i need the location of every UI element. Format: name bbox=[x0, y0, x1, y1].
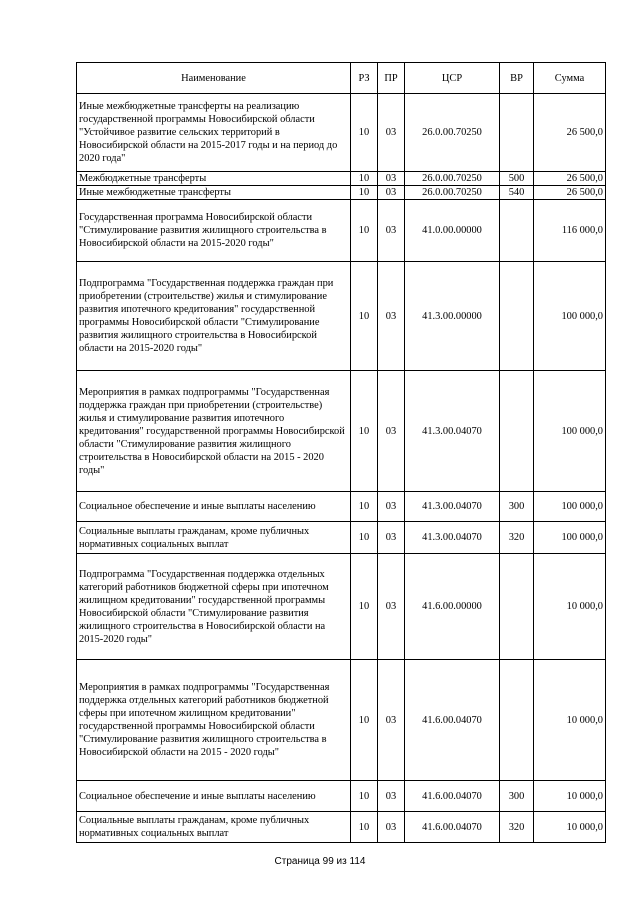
row-rz: 10 bbox=[351, 186, 378, 200]
row-name: Межбюджетные трансферты bbox=[77, 172, 351, 186]
row-csr: 26.0.00.70250 bbox=[405, 94, 500, 172]
row-pr: 03 bbox=[378, 660, 405, 781]
row-csr: 41.6.00.04070 bbox=[405, 781, 500, 812]
table-row bbox=[77, 371, 606, 492]
row-vr bbox=[500, 660, 534, 781]
row-csr: 41.6.00.04070 bbox=[405, 812, 500, 843]
row-sum: 100 000,0 bbox=[534, 262, 606, 371]
row-name: Иные межбюджетные трансферты bbox=[77, 186, 351, 200]
table-header-row bbox=[77, 63, 606, 94]
budget-table bbox=[76, 62, 606, 843]
row-rz: 10 bbox=[351, 94, 378, 172]
row-sum: 26 500,0 bbox=[534, 172, 606, 186]
header-name: Наименование bbox=[77, 63, 351, 94]
row-sum: 100 000,0 bbox=[534, 522, 606, 554]
row-name: Подпрограмма "Государственная поддержка отдельных категорий работников бюджетной сферы при ипотечном жилищном кредитовании" государственной программы Новосибирской области "Стимулирование развития жилищного строительства в Новосибирской области на 2015-2020 годы" bbox=[77, 554, 351, 660]
row-sum: 26 500,0 bbox=[534, 186, 606, 200]
row-sum: 100 000,0 bbox=[534, 371, 606, 492]
row-name: Социальные выплаты гражданам, кроме публичных нормативных социальных выплат bbox=[77, 522, 351, 554]
table-row bbox=[77, 660, 606, 781]
row-pr: 03 bbox=[378, 186, 405, 200]
header-rz: РЗ bbox=[351, 63, 378, 94]
header-pr: ПР bbox=[378, 63, 405, 94]
row-sum: 116 000,0 bbox=[534, 200, 606, 262]
table-row bbox=[77, 200, 606, 262]
row-rz: 10 bbox=[351, 812, 378, 843]
row-csr: 41.3.00.04070 bbox=[405, 371, 500, 492]
row-pr: 03 bbox=[378, 371, 405, 492]
row-pr: 03 bbox=[378, 781, 405, 812]
row-sum: 10 000,0 bbox=[534, 781, 606, 812]
row-pr: 03 bbox=[378, 200, 405, 262]
header-sum: Сумма bbox=[534, 63, 606, 94]
row-name: Мероприятия в рамках подпрограммы "Государственная поддержка граждан при приобретении (строительстве) жилья и стимулирование развития ипотечного кредитования" государственной программы Новосибирской области "Стимулирование развития жилищного строительства в Новосибирской области на 2015 - 2020 годы" bbox=[77, 371, 351, 492]
table-row bbox=[77, 492, 606, 522]
row-name: Мероприятия в рамках подпрограммы "Государственная поддержка отдельных категорий работников бюджетной сферы при ипотечном жилищном кредитовании" государственной программы Новосибирской области "Стимулирование развития жилищного строительства в Новосибирской области на 2015 - 2020 годы" bbox=[77, 660, 351, 781]
row-csr: 41.3.00.00000 bbox=[405, 262, 500, 371]
row-name: Социальное обеспечение и иные выплаты населению bbox=[77, 492, 351, 522]
row-pr: 03 bbox=[378, 262, 405, 371]
row-pr: 03 bbox=[378, 492, 405, 522]
row-rz: 10 bbox=[351, 492, 378, 522]
header-csr: ЦСР bbox=[405, 63, 500, 94]
row-csr: 26.0.00.70250 bbox=[405, 186, 500, 200]
page-number-footer: Страница 99 из 114 bbox=[274, 856, 366, 867]
row-rz: 10 bbox=[351, 522, 378, 554]
table-row bbox=[77, 812, 606, 843]
row-pr: 03 bbox=[378, 812, 405, 843]
row-csr: 41.3.00.04070 bbox=[405, 522, 500, 554]
row-sum: 100 000,0 bbox=[534, 492, 606, 522]
row-csr: 41.6.00.00000 bbox=[405, 554, 500, 660]
row-vr: 320 bbox=[500, 522, 534, 554]
table-row bbox=[77, 94, 606, 172]
row-vr: 300 bbox=[500, 492, 534, 522]
row-vr: 500 bbox=[500, 172, 534, 186]
row-vr bbox=[500, 262, 534, 371]
header-vr: ВР bbox=[500, 63, 534, 94]
row-sum: 10 000,0 bbox=[534, 812, 606, 843]
row-vr: 540 bbox=[500, 186, 534, 200]
table-row bbox=[77, 554, 606, 660]
row-vr: 300 bbox=[500, 781, 534, 812]
row-rz: 10 bbox=[351, 172, 378, 186]
table-row bbox=[77, 186, 606, 200]
row-name: Социальное обеспечение и иные выплаты населению bbox=[77, 781, 351, 812]
table-row bbox=[77, 172, 606, 186]
row-vr bbox=[500, 94, 534, 172]
row-csr: 41.0.00.00000 bbox=[405, 200, 500, 262]
row-name: Социальные выплаты гражданам, кроме публичных нормативных социальных выплат bbox=[77, 812, 351, 843]
row-rz: 10 bbox=[351, 554, 378, 660]
table-row bbox=[77, 781, 606, 812]
table-row bbox=[77, 262, 606, 371]
row-vr bbox=[500, 554, 534, 660]
row-rz: 10 bbox=[351, 781, 378, 812]
row-vr bbox=[500, 371, 534, 492]
row-vr: 320 bbox=[500, 812, 534, 843]
row-pr: 03 bbox=[378, 94, 405, 172]
row-sum: 10 000,0 bbox=[534, 660, 606, 781]
row-rz: 10 bbox=[351, 200, 378, 262]
row-pr: 03 bbox=[378, 172, 405, 186]
table-row bbox=[77, 522, 606, 554]
row-name: Подпрограмма "Государственная поддержка граждан при приобретении (строительстве) жилья и стимулирование развития ипотечного кредитования" государственной программы Новосибирской области "Стимулирование развития жилищного строительства в Новосибирской области на 2015-2020 годы" bbox=[77, 262, 351, 371]
row-name: Государственная программа Новосибирской области "Стимулирование развития жилищного строительства в Новосибирской области на 2015-2020 годы" bbox=[77, 200, 351, 262]
row-pr: 03 bbox=[378, 554, 405, 660]
row-csr: 26.0.00.70250 bbox=[405, 172, 500, 186]
row-rz: 10 bbox=[351, 660, 378, 781]
row-csr: 41.6.00.04070 bbox=[405, 660, 500, 781]
row-sum: 10 000,0 bbox=[534, 554, 606, 660]
row-rz: 10 bbox=[351, 371, 378, 492]
row-csr: 41.3.00.04070 bbox=[405, 492, 500, 522]
row-rz: 10 bbox=[351, 262, 378, 371]
row-sum: 26 500,0 bbox=[534, 94, 606, 172]
row-vr bbox=[500, 200, 534, 262]
row-pr: 03 bbox=[378, 522, 405, 554]
row-name: Иные межбюджетные трансферты на реализацию государственной программы Новосибирской области "Устойчивое развитие сельских территорий в Новосибирской области на 2015-2017 годы и на период до 2020 года" bbox=[77, 94, 351, 172]
